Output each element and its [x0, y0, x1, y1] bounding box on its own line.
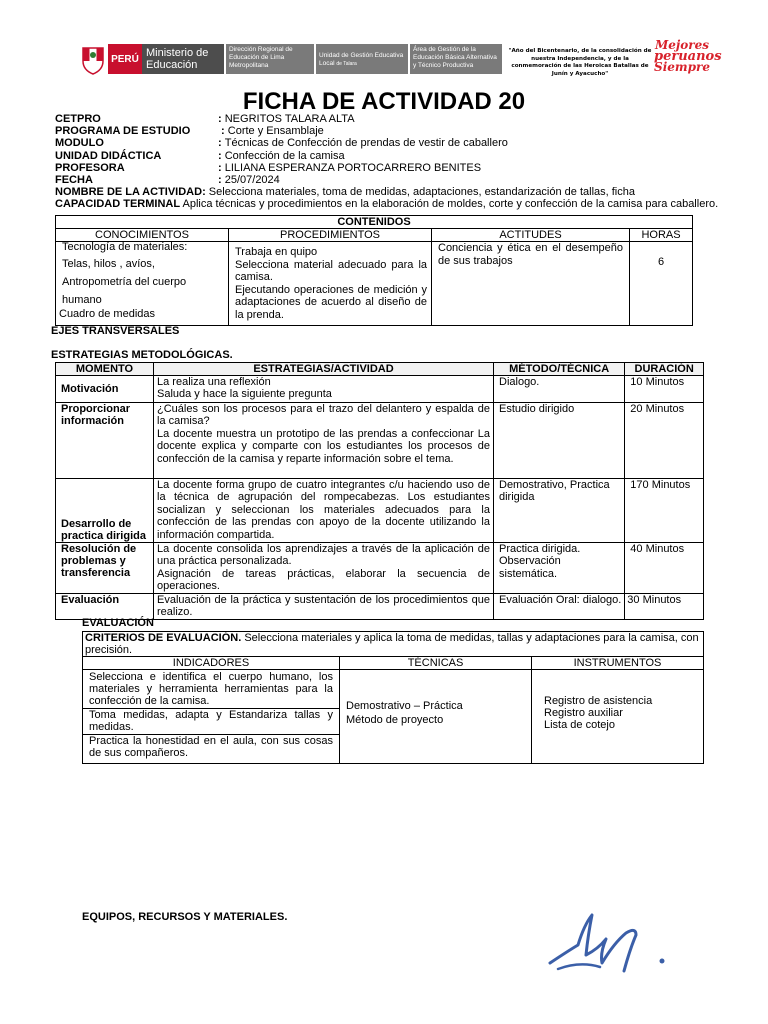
- col-instrumentos: INSTRUMENTOS: [532, 657, 704, 670]
- col-estrategias: ESTRATEGIAS/ACTIVIDAD: [154, 363, 494, 376]
- info-key: PROGRAMA DE ESTUDIO: [55, 125, 191, 138]
- activity-label: NOMBRE DE LA ACTIVIDAD:: [55, 186, 206, 199]
- indicador-item: Toma medidas, adapta y Estandariza tallas y medidas.: [83, 709, 339, 735]
- instrumentos-cell: [532, 670, 704, 764]
- criterios-label: CRITERIOS DE EVALUACIÓN.: [85, 632, 242, 644]
- actividad-line: La docente muestra un prototipo de las prendas a confeccionar La docente explica y comparte con los estudiantes los procesos de confección de la camisa y reparte información sobre el tema.: [157, 427, 490, 465]
- peru-shield-icon: [80, 45, 106, 75]
- signature-image: [540, 905, 680, 985]
- procedimiento-item: Trabaja en quipo: [235, 246, 318, 258]
- peru-logo: PERÚ: [108, 44, 142, 74]
- info-value: Corte y Ensamblaje: [227, 125, 324, 138]
- activity-value: Selecciona materiales, toma de medidas, adaptaciones, estandarización de tallas, ficha: [208, 186, 635, 199]
- dre-label: Dirección Regional de Educación de Lima Metropolitana: [226, 44, 314, 74]
- brand-line-1: Mejores: [655, 38, 709, 52]
- actividad-cell: [154, 403, 494, 479]
- col-indicadores: INDICADORES: [83, 657, 340, 670]
- info-value: NEGRITOS TALARA ALTA: [224, 113, 355, 125]
- contenidos-title: CONTENIDOS: [56, 216, 693, 229]
- info-row: PROFESORA : LILIANA ESPERANZA PORTOCARRERO BENITES: [55, 161, 482, 174]
- indicador-item: Practica la honestidad en el aula, con sus cosas de sus compañeros.: [89, 735, 333, 759]
- page-title: FICHA DE ACTIVIDAD 20: [242, 88, 526, 115]
- momento-cell: Evaluación: [56, 593, 154, 619]
- conocimiento-item: Antropometría del cuerpo: [62, 276, 187, 288]
- actividad-line: ¿Cuáles son los procesos para el trazo del delantero y espalda de la camisa?: [157, 403, 490, 428]
- info-key: UNIDAD DIDÁCTICA: [55, 149, 162, 162]
- instrumento-item: Lista de cotejo: [544, 719, 615, 731]
- metodo-cell: Estudio dirigido: [494, 403, 625, 479]
- col-metodo: MÉTODO/TÉCNICA: [494, 363, 625, 376]
- info-key: CETPRO: [55, 113, 101, 125]
- ugel-suffix: de Talara: [336, 61, 357, 67]
- metodo-cell: Demostrativo, Practica dirigida: [494, 479, 625, 543]
- tecnica-item: Demostrativo – Práctica: [346, 700, 463, 712]
- duracion-cell: 40 Minutos: [625, 543, 704, 594]
- indicadores-cell: [83, 670, 340, 764]
- col-tecnicas: TÉCNICAS: [340, 657, 532, 670]
- col-actitudes: ACTITUDES: [432, 229, 630, 242]
- actividad-line: Saluda y hace la siguiente pregunta: [157, 388, 332, 400]
- info-row: MODULO : Técnicas de Confección de prendas de vestir de caballero: [55, 137, 508, 150]
- col-procedimientos: PROCEDIMIENTOS: [229, 229, 432, 242]
- procedimiento-item: Ejecutando operaciones de medición y adaptaciones de acuerdo al diseño de la prenda.: [235, 283, 427, 321]
- table-row: [56, 593, 704, 619]
- actividad-cell: [154, 593, 494, 619]
- info-value: Técnicas de Confección de prendas de vestir de caballero: [224, 137, 508, 150]
- actividad-line: La docente consolida los aprendizajes a través de la aplicación de una práctica personalizada.: [157, 543, 490, 568]
- info-key: FECHA: [55, 174, 93, 187]
- col-conocimientos: CONOCIMIENTOS: [56, 229, 229, 242]
- procedimientos-cell: [229, 242, 432, 326]
- criterios-cell: [83, 632, 704, 657]
- actitudes-cell: Conciencia y ética en el desempeño de sus trabajos: [432, 242, 630, 326]
- ugel-label: [316, 44, 408, 74]
- tecnica-item: Método de proyecto: [346, 714, 444, 726]
- year-motto: "Año del Bicentenario, de la consolidación de nuestra Independencia, y de la conmemoración de las Heroicas Batallas de Junín y Ayacucho": [508, 48, 652, 77]
- col-horas: HORAS: [630, 229, 693, 242]
- capacity-label: CAPACIDAD TERMINAL: [55, 198, 181, 211]
- info-value: LILIANA ESPERANZA PORTOCARRERO BENITES: [224, 161, 482, 174]
- indicador-item: Selecciona e identifica el cuerpo humano, los materiales y herramienta herramientas para la confección de la camisa.: [83, 671, 339, 709]
- info-value: 25/07/2024: [224, 174, 280, 187]
- criterios-value: Selecciona materiales y aplica la toma de medidas, tallas y adaptaciones para la camisa, con precisión.: [85, 632, 699, 656]
- instrumento-item: Registro auxiliar: [544, 707, 623, 719]
- ministry-label: Ministerio de Educación: [142, 44, 224, 74]
- equipos-heading: EQUIPOS, RECURSOS Y MATERIALES.: [82, 911, 288, 923]
- col-duracion: DURACIÓN: [625, 363, 704, 376]
- conocimiento-item: Telas, hilos , avíos,: [62, 258, 155, 270]
- duracion-cell: 10 Minutos: [625, 376, 704, 403]
- table-row: [56, 376, 704, 403]
- conocimientos-cell: [56, 242, 229, 326]
- table-row: [56, 403, 704, 479]
- instrumento-item: Registro de asistencia: [544, 695, 653, 707]
- duracion-cell: 170 Minutos: [625, 479, 704, 543]
- activity-name-row: [55, 186, 765, 198]
- actividad-cell: [154, 479, 494, 543]
- info-row: PROGRAMA DE ESTUDIO : Corte y Ensamblaje: [55, 125, 324, 138]
- table-row: [56, 543, 704, 594]
- metodo-cell: Evaluación Oral: dialogo.: [494, 593, 625, 619]
- horas-cell: 6: [630, 242, 693, 326]
- conocimiento-item: Tecnología de materiales:: [62, 241, 188, 253]
- estrategias-table: [55, 362, 704, 620]
- actividad-cell: [154, 376, 494, 403]
- ejes-heading: EJES TRANSVERSALES: [51, 325, 180, 337]
- actividad-line: La realiza una reflexión: [157, 376, 271, 388]
- info-key: PROFESORA: [55, 161, 125, 174]
- brand-line-2: peruanos: [654, 49, 722, 64]
- actividad-line: Asignación de tareas prácticas, elaborar la secuencia de operaciones.: [157, 567, 490, 593]
- area-label: Área de Gestión de la Educación Básica Alternativa y Técnico Productiva: [410, 44, 502, 74]
- procedimiento-item: Selecciona material adecuado para la camisa.: [235, 258, 427, 283]
- actividad-line: La docente forma grupo de cuatro integrantes c/u haciendo uso de la técnica de agrupación del rompecabezas. Los estudiantes socializan y seleccionan los materiales adecuados para la confección de las prendas con apoyo de la docente utilizando la información compartida.: [157, 479, 490, 541]
- momento-cell: Desarrollo de practica dirigida: [56, 479, 154, 543]
- capacity-value: Aplica técnicas y procedimientos en la elaboración de moldes, corte y confección de la camisa para caballero.: [182, 198, 719, 211]
- tecnicas-cell: [340, 670, 532, 764]
- duracion-cell: 30 Minutos: [625, 593, 704, 619]
- momento-cell: Resolución de problemas y transferencia: [56, 543, 154, 594]
- info-row: CETPRO : NEGRITOS TALARA ALTA: [55, 113, 355, 125]
- evaluacion-heading: EVALUACIÓN: [82, 617, 154, 629]
- info-row: FECHA : 25/07/2024: [55, 174, 280, 187]
- evaluacion-table: [82, 631, 704, 764]
- brand-logo: [654, 38, 722, 74]
- info-block: [55, 113, 765, 211]
- actividad-cell: [154, 543, 494, 594]
- estrategias-heading: ESTRATEGIAS METODOLÓGICAS.: [51, 349, 233, 361]
- duracion-cell: 20 Minutos: [625, 403, 704, 479]
- momento-cell: Proporcionar información: [56, 403, 154, 479]
- momento-cell: Motivación: [56, 376, 154, 403]
- conocimiento-item: humano: [62, 294, 102, 306]
- metodo-cell: Practica dirigida. Observación sistemática.: [494, 543, 625, 594]
- brand-line-3: Siempre: [654, 60, 710, 74]
- info-value: Confección de la camisa: [224, 149, 345, 162]
- conocimiento-item: Cuadro de medidas: [59, 308, 156, 320]
- capacity-row: [55, 198, 765, 210]
- table-row: [56, 479, 704, 543]
- metodo-cell: Dialogo.: [494, 376, 625, 403]
- actividad-line: Evaluación de la práctica y sustentación de los procedimientos que realizo.: [157, 593, 490, 619]
- contenidos-table: [55, 215, 693, 326]
- col-momento: MOMENTO: [56, 363, 154, 376]
- info-key: MODULO: [55, 137, 104, 150]
- info-row: UNIDAD DIDÁCTICA : Confección de la camisa: [55, 149, 345, 162]
- ugel-name: Unidad de Gestión Educativa Local: [319, 52, 404, 67]
